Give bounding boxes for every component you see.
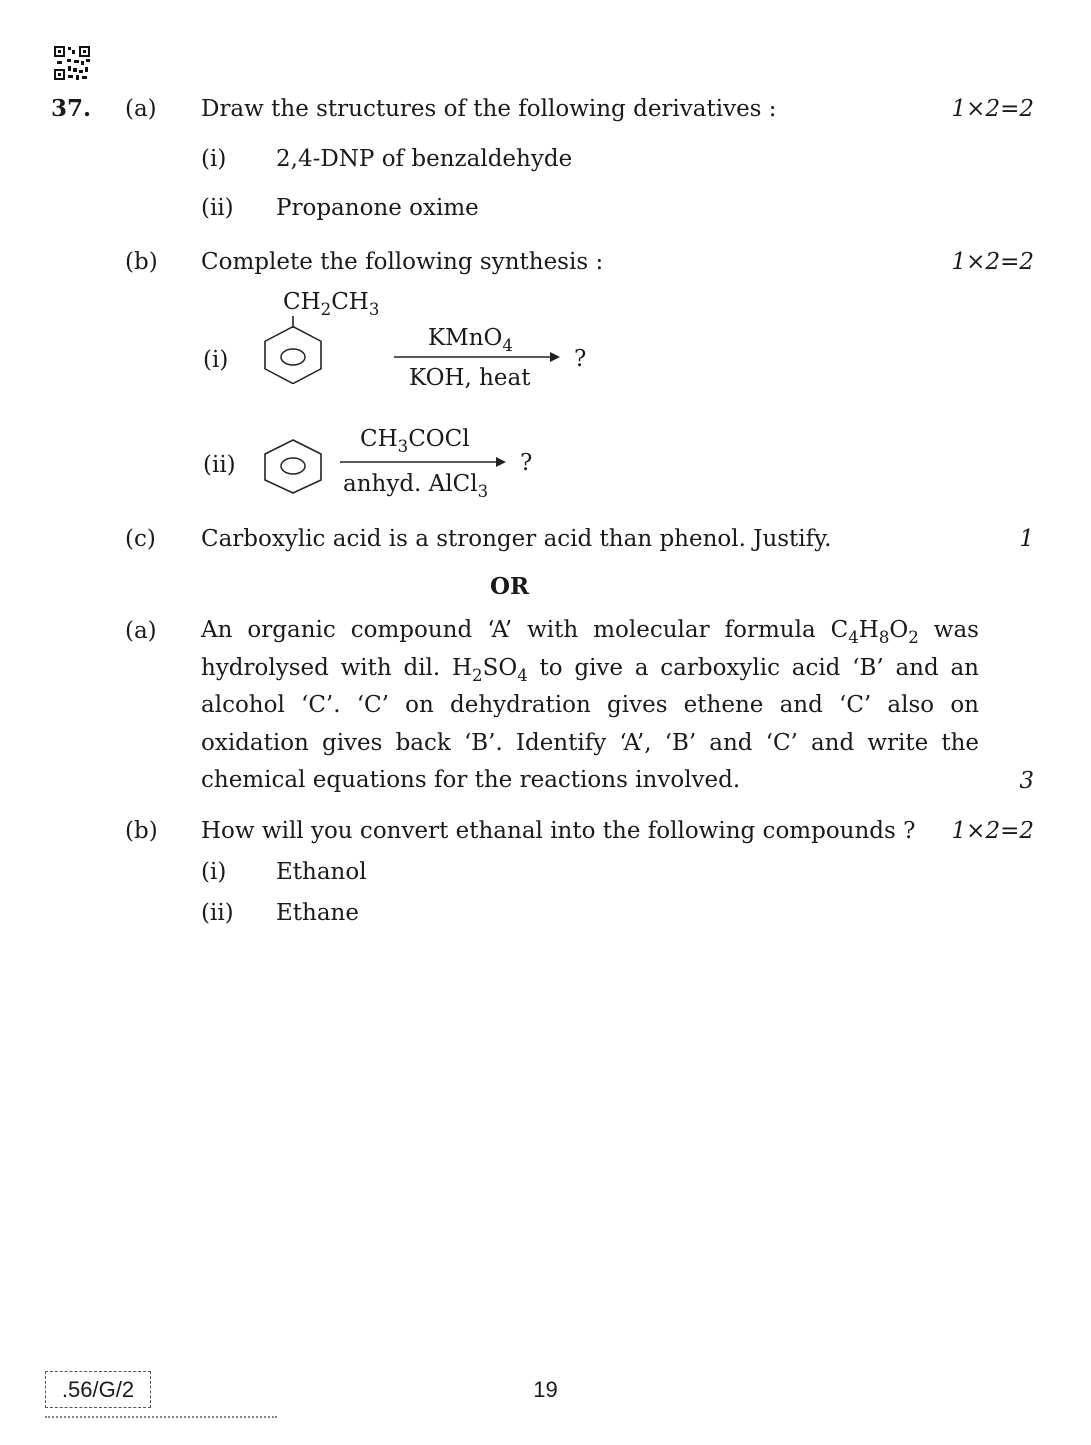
ethyl-substituent: $CH_2CH_3$ xyxy=(283,289,380,319)
alt-b-item-text: Ethanol xyxy=(276,859,367,885)
alt-a-label: (a) xyxy=(125,618,157,644)
alt-b-text: How will you convert ethanal into the following compounds ? xyxy=(201,818,916,844)
reaction-2-label: (ii) xyxy=(203,452,236,478)
part-b-text: Complete the following synthesis : xyxy=(201,249,604,275)
reagent-kmno4: KMnO$_4$ xyxy=(428,325,513,355)
part-a-marks: 1×2=2 xyxy=(951,96,1034,122)
alt-b-label: (b) xyxy=(125,818,158,844)
footer-divider xyxy=(45,1416,277,1421)
qr-code-icon xyxy=(54,46,90,80)
alt-a-text: An organic compound ‘A’ with molecular formula $C_4H_8O_2$ was hydrolysed with dil. $H_2SO_4$ to give a carboxylic acid ‘B’ and an alcohol ‘C’. ‘C’ on dehydration gives ethene and ‘C’ also on oxidation gives back ‘B’. Identify ‘A’, ‘B’ and ‘C’ and write the chemical equations for the reactions involved. xyxy=(201,617,979,793)
part-a-item-text: Propanone oxime xyxy=(276,195,479,221)
paper-code: .56/G/2 xyxy=(45,1371,151,1408)
alt-a-marks: 3 xyxy=(1019,768,1034,794)
product-unknown: ? xyxy=(520,450,533,476)
reagent-acetyl-chloride: $CH_3COCl$ xyxy=(360,426,470,456)
part-a-text: Draw the structures of the following derivatives : xyxy=(201,96,777,122)
product-unknown: ? xyxy=(574,346,587,372)
alt-b-item-label: (ii) xyxy=(201,900,234,926)
reaction-1-label: (i) xyxy=(203,347,229,373)
question-number: 37. xyxy=(51,95,92,122)
part-a-item-text: 2,4-DNP of benzaldehyde xyxy=(276,146,573,172)
alt-b-marks: 1×2=2 xyxy=(951,818,1034,844)
part-c-label: (c) xyxy=(125,526,156,552)
page-number: 19 xyxy=(533,1377,558,1402)
alt-b-item-text: Ethane xyxy=(276,900,359,926)
part-c-marks: 1 xyxy=(1019,526,1034,552)
or-separator: OR xyxy=(490,573,530,600)
reagent-alcl3: anhyd. AlCl$_3$ xyxy=(343,471,489,501)
reagent-koh: KOH, heat xyxy=(409,365,531,391)
part-c-text: Carboxylic acid is a stronger acid than phenol. Justify. xyxy=(201,526,832,552)
reaction-arrow-icon xyxy=(394,351,560,363)
benzene-ring-icon xyxy=(262,316,326,384)
part-a-item-label: (i) xyxy=(201,146,227,172)
reaction-arrow-icon xyxy=(340,456,506,468)
alt-b-item-label: (i) xyxy=(201,859,227,885)
part-a-item-label: (ii) xyxy=(201,195,234,221)
part-b-marks: 1×2=2 xyxy=(951,249,1034,275)
part-a-label: (a) xyxy=(125,96,157,122)
part-b-label: (b) xyxy=(125,249,158,275)
benzene-ring-icon xyxy=(262,438,326,494)
